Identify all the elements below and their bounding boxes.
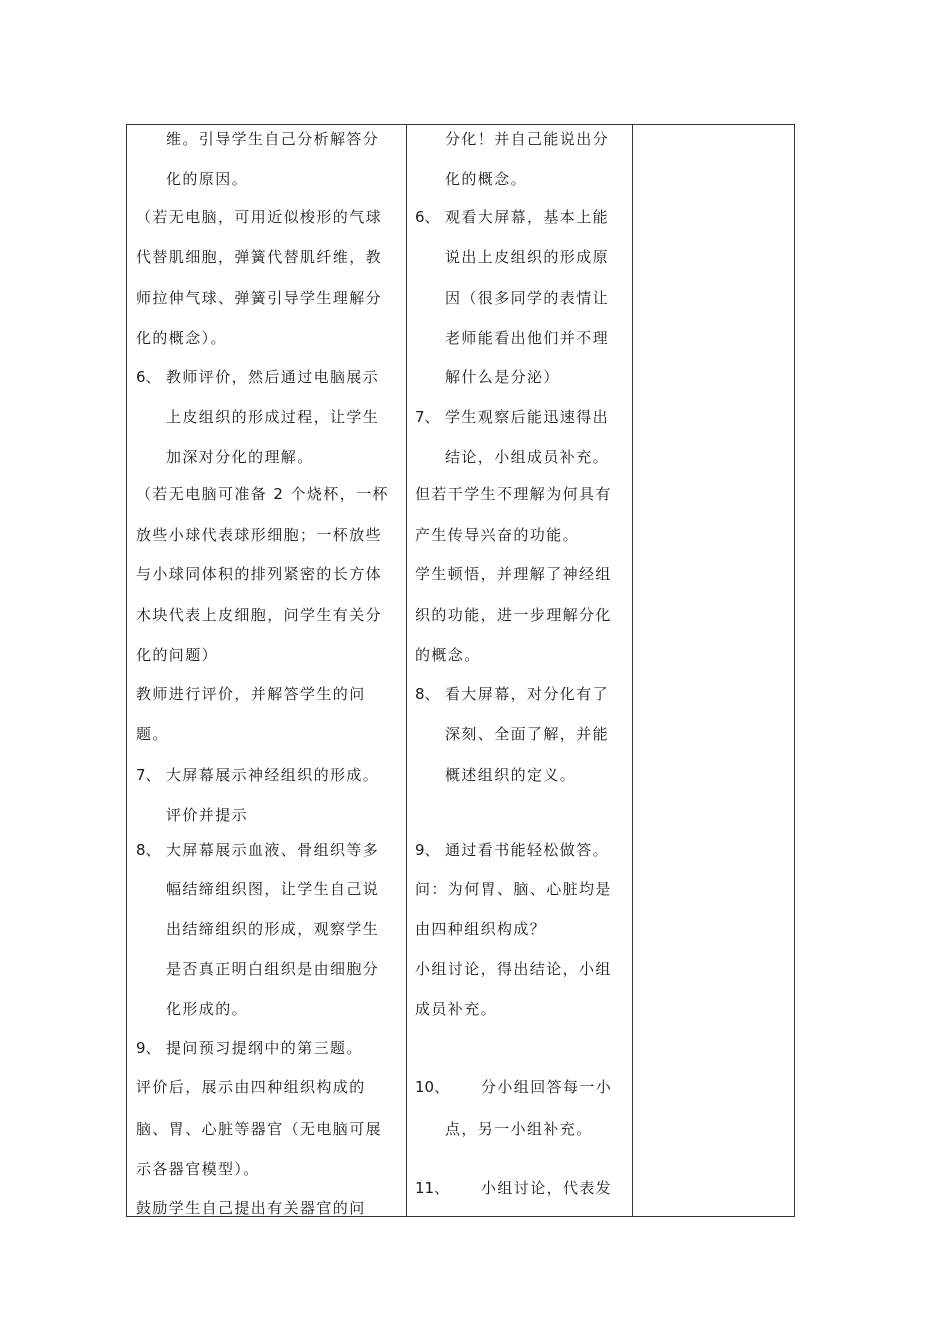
line-text: 小组讨论，代表发 (481, 1179, 613, 1197)
line-text: 学生顿悟，并理解了神经组 (415, 565, 612, 583)
text-line (415, 482, 627, 506)
line-text: 的概念。 (415, 646, 481, 664)
text-line (415, 1117, 627, 1141)
text-line (415, 957, 627, 981)
line-text: 小组讨论，得出结论，小组 (415, 960, 612, 978)
line-text: 问：为何胃、脑、心脏均是 (415, 880, 612, 898)
line-text: 成员补充。 (415, 1000, 498, 1018)
column-divider (406, 125, 407, 1216)
line-text: 老师能看出他们并不理 (445, 329, 610, 347)
text-line (415, 763, 627, 787)
line-text: 脑、胃、心脏等器官（无电脑可展 (136, 1120, 383, 1138)
item-number: 8、 (136, 841, 161, 859)
line-text: 因（很多同学的表情让 (445, 289, 610, 307)
line-text: 木块代表上皮细胞，问学生有关分 (136, 606, 383, 624)
line-text: 与小球同体积的排列紧密的长方体 (136, 565, 383, 583)
line-text: （若无电脑可准备 2 个烧杯，一杯 (136, 485, 389, 503)
text-line (136, 1117, 402, 1141)
column-divider (632, 125, 633, 1216)
line-text: 示各器官模型）。 (136, 1160, 260, 1178)
text-line (415, 877, 627, 901)
line-text: 看大屏幕，对分化有了 (445, 685, 610, 703)
line-text: 放些小球代表球形细胞；一杯放些 (136, 526, 383, 544)
text-line (136, 722, 402, 746)
text-line (415, 365, 627, 389)
text-line (415, 405, 627, 429)
line-text: 化形成的。 (166, 1000, 249, 1018)
item-number: 6、 (136, 368, 161, 386)
item-number: 10、 (415, 1078, 450, 1096)
line-text: 题。 (136, 725, 169, 743)
text-line (136, 643, 402, 667)
text-line (136, 167, 402, 191)
line-text: 评价后，展示由四种组织构成的 (136, 1078, 366, 1096)
text-line (136, 286, 402, 310)
text-line (136, 365, 402, 389)
line-text: 织的功能，进一步理解分化 (415, 606, 612, 624)
text-line (136, 957, 402, 981)
text-line (415, 917, 627, 941)
text-line (415, 1075, 627, 1099)
line-text: 分化！并自己能说出分 (445, 130, 610, 148)
line-text: 化的概念）。 (136, 329, 227, 347)
text-line (136, 1157, 402, 1181)
line-text: 大屏幕展示血液、骨组织等多 (166, 841, 380, 859)
line-text: 鼓励学生自己提出有关器官的问 (136, 1199, 366, 1216)
line-text: 代替肌细胞，弹簧代替肌纤维，教 (136, 248, 383, 266)
text-line (136, 763, 402, 787)
student-activity-column (415, 125, 627, 1216)
text-line (415, 326, 627, 350)
line-text: 师拉伸气球、弹簧引导学生理解分 (136, 289, 383, 307)
text-line (415, 682, 627, 706)
line-text: 教师评价，然后通过电脑展示 (166, 368, 380, 386)
line-text: 是否真正明白组织是由细胞分 (166, 960, 380, 978)
text-line (136, 1036, 402, 1060)
text-line (136, 205, 402, 229)
text-line (415, 127, 627, 151)
line-text: 概述组织的定义。 (445, 766, 577, 784)
line-text: 化的问题） (136, 646, 219, 664)
line-text: （若无电脑，可用近似梭形的气球 (136, 208, 383, 226)
line-text: 解什么是分泌） (445, 368, 560, 386)
text-line (136, 326, 402, 350)
text-line (415, 643, 627, 667)
text-line (136, 838, 402, 862)
text-line (136, 682, 402, 706)
line-text: 化的概念。 (445, 170, 528, 188)
line-text: 提问预习提纲中的第三题。 (166, 1039, 363, 1057)
text-line (415, 445, 627, 469)
line-text: 评价并提示 (166, 806, 249, 824)
line-text: 通过看书能轻松做答。 (445, 841, 610, 859)
text-line (136, 803, 402, 827)
notes-column (638, 125, 788, 1216)
item-number: 7、 (136, 766, 161, 784)
line-text: 幅结缔组织图，让学生自己说 (166, 880, 380, 898)
text-line (415, 997, 627, 1021)
line-text: 学生观察后能迅速得出 (445, 408, 610, 426)
text-line (136, 523, 402, 547)
text-line (136, 245, 402, 269)
line-text: 分小组回答每一小 (481, 1078, 613, 1096)
text-line (415, 523, 627, 547)
line-text: 大屏幕展示神经组织的形成。 (166, 766, 380, 784)
item-number: 6、 (415, 208, 440, 226)
lesson-table (126, 124, 795, 1217)
text-line (415, 603, 627, 627)
text-line (415, 838, 627, 862)
line-text: 由四种组织构成？ (415, 920, 547, 938)
text-line (136, 917, 402, 941)
line-text: 深刻、全面了解，并能 (445, 725, 610, 743)
item-number: 9、 (415, 841, 440, 859)
teacher-activity-column (136, 125, 402, 1216)
line-text: 化的原因。 (166, 170, 249, 188)
text-line (136, 1075, 402, 1099)
line-text: 观看大屏幕，基本上能 (445, 208, 610, 226)
text-line (136, 127, 402, 151)
text-line (136, 603, 402, 627)
text-line (136, 997, 402, 1021)
line-text: 加深对分化的理解。 (166, 448, 314, 466)
line-text: 产生传导兴奋的功能。 (415, 526, 580, 544)
text-line (136, 877, 402, 901)
text-line (136, 482, 402, 506)
line-text: 上皮组织的形成过程，让学生 (166, 408, 380, 426)
line-text: 结论，小组成员补充。 (445, 448, 610, 466)
text-line (415, 286, 627, 310)
item-number: 9、 (136, 1039, 161, 1057)
line-text: 教师进行评价，并解答学生的问 (136, 685, 366, 703)
item-number: 7、 (415, 408, 440, 426)
line-text: 但若干学生不理解为何具有 (415, 485, 612, 503)
text-line (415, 1176, 627, 1200)
line-text: 点，另一小组补充。 (445, 1120, 593, 1138)
line-text: 维。引导学生自己分析解答分 (166, 130, 380, 148)
item-number: 11、 (415, 1179, 450, 1197)
text-line (415, 722, 627, 746)
text-line (136, 405, 402, 429)
text-line (136, 562, 402, 586)
text-line (415, 562, 627, 586)
text-line (136, 1196, 402, 1216)
text-line (415, 245, 627, 269)
item-number: 8、 (415, 685, 440, 703)
text-line (415, 205, 627, 229)
line-text: 说出上皮组织的形成原 (445, 248, 610, 266)
text-line (136, 445, 402, 469)
line-text: 出结缔组织的形成，观察学生 (166, 920, 380, 938)
text-line (415, 167, 627, 191)
